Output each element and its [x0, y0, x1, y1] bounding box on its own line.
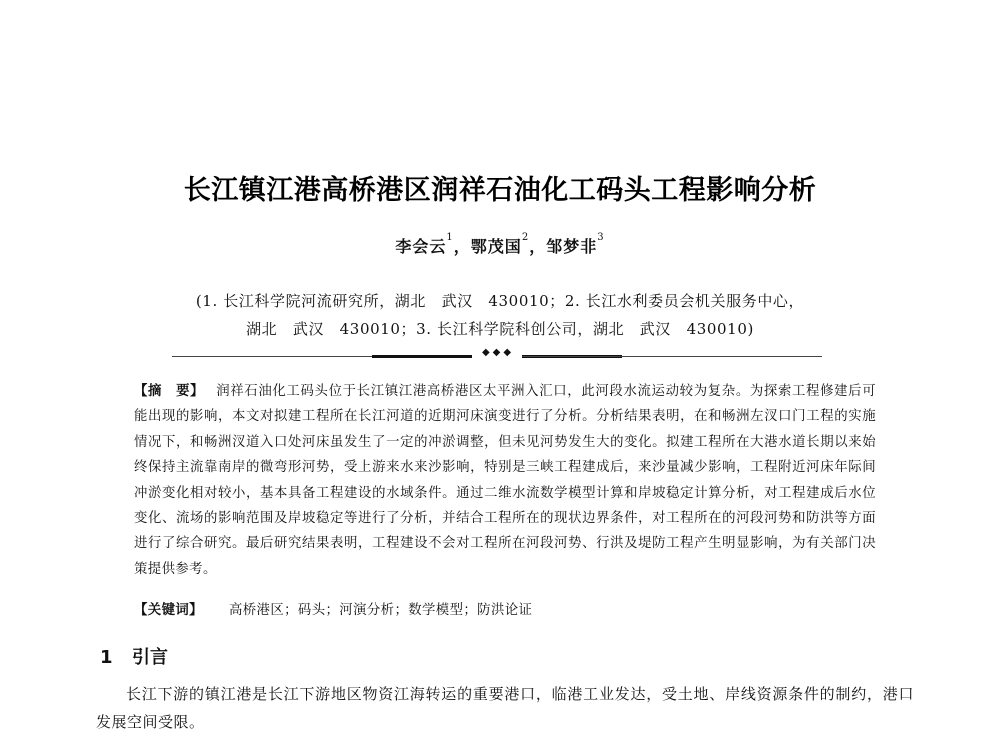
- divider-rule: [522, 356, 822, 357]
- author-name: 邹梦非: [546, 237, 598, 256]
- section-divider: [172, 347, 822, 362]
- keywords-block: [134, 599, 876, 618]
- author-name: 李会云: [395, 237, 447, 256]
- divider-rule: [372, 355, 472, 358]
- divider-ornament: ◆◆◆: [481, 347, 515, 358]
- affiliation-line: 湖北 武汉 430010；3. 长江科学院科创公司，湖北 武汉 430010): [246, 320, 754, 338]
- author-name: 鄂茂国: [470, 237, 522, 256]
- author-separator: ，: [529, 237, 547, 256]
- body-paragraph: 长江下游的镇江港是长江下游地区物资江海转运的重要港口，临港工业发达，受土地、岸线资源条件的制约，港口发展空间受限。: [96, 685, 914, 731]
- section-title: 引言: [132, 647, 168, 668]
- author-separator: ，: [453, 237, 471, 256]
- author-line: [0, 234, 1000, 257]
- author-affiliation-marker: 2: [521, 232, 530, 243]
- affiliation-line: (1. 长江科学院河流研究所，湖北 武汉 430010；2. 长江水利委员会机关服务中心，: [195, 292, 805, 310]
- author-affiliation-marker: 3: [597, 232, 605, 243]
- paper-title: 长江镇江港高桥港区润祥石油化工码头工程影响分析: [183, 175, 817, 206]
- keywords-label: 【关键词】: [134, 603, 203, 618]
- section-heading: [100, 643, 168, 669]
- abstract-label: 【摘 要】: [134, 384, 205, 399]
- section-number: 1: [100, 647, 113, 668]
- author-affiliation-marker: 1: [446, 232, 454, 243]
- abstract-text: 润祥石油化工码头位于长江镇江港高桥港区太平洲入汇口，此河段水流运动较为复杂。为探索工程修建后可能出现的影响，本文对拟建工程所在长江河道的近期河床演变进行了分析。分析结果表明，在和畅洲左汊口门工程的实施情况下，和畅洲汊道入口处河床虽发生了一定的冲淤调整，但未见河势发生大的变化。拟建工程所在大港水道长期以来始终保持主流靠南岸的微弯形河势，受上游来水来沙影响，特别是三峡工程建成后，来沙量减少影响，工程附近河床年际间冲淤变化相对较小，基本具备工程建设的水域条件。通过二维水流数学模型计算和岸坡稳定计算分析，对工程建成后水位变化、流场的影响范围及岸坡稳定等进行了分析，并结合工程所在的现状边界条件，对工程所在的河段河势和防洪等方面进行了综合研究。最后研究结果表明，工程建设不会对工程所在河段河势、行洪及堤防工程产生明显影响，为有关部门决策提供参考。: [134, 384, 877, 577]
- keywords-text: 高桥港区；码头；河演分析；数学模型；防洪论证: [228, 603, 533, 618]
- abstract-block: [134, 379, 876, 582]
